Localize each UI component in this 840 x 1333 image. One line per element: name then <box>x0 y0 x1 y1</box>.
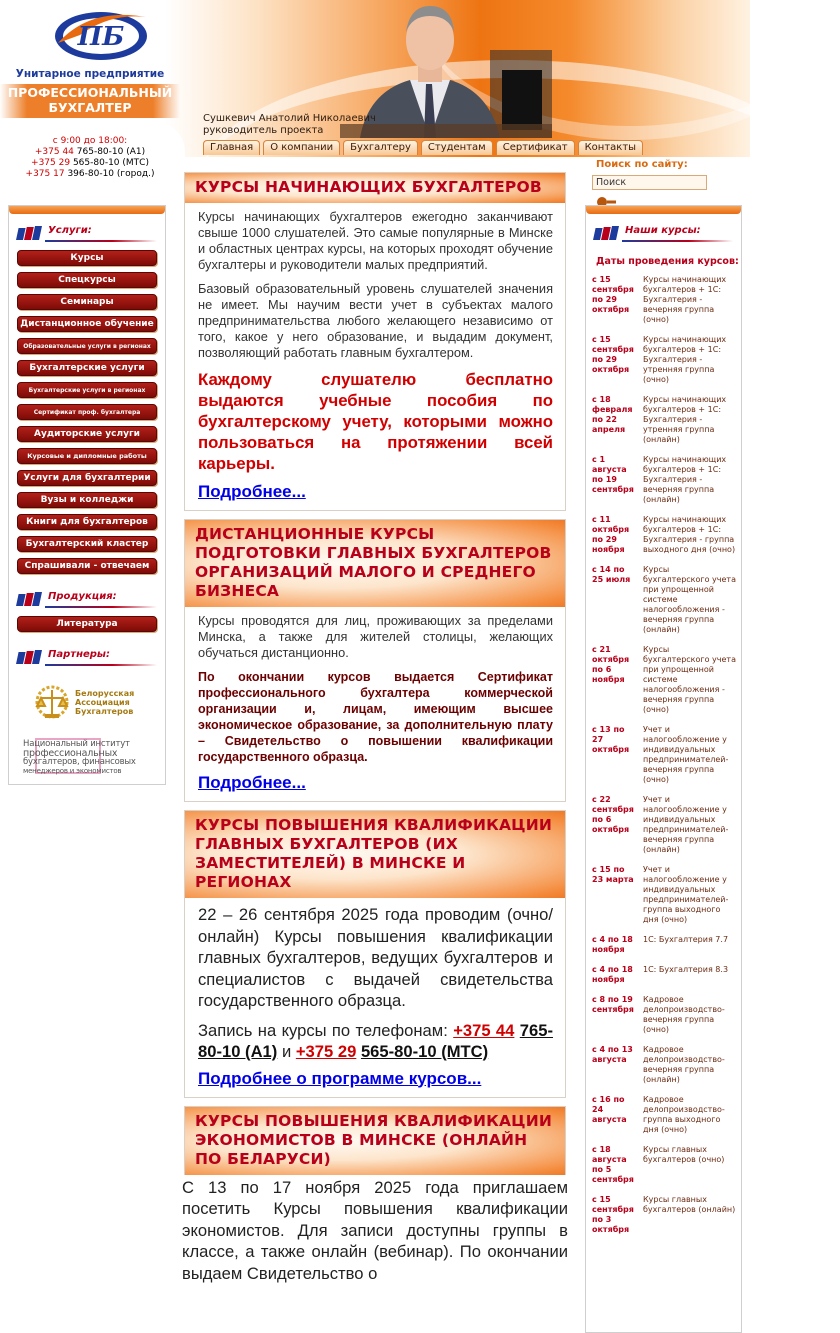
course-date: с 8 по 19 сентября <box>592 995 634 1014</box>
books-icon <box>19 650 45 664</box>
course-date: с 15 сентября по 29 октября <box>592 335 634 374</box>
nav-tab-certificate[interactable]: Сертификат <box>496 140 575 155</box>
menu-special-courses[interactable]: Спецкурсы <box>17 272 157 288</box>
course-item[interactable] <box>586 645 741 715</box>
card-text: Курсы начинающих бухгалтеров ежегодно заканчивают свыше 1000 слушателей. Это самые популярные в Минске и областных центрах курсы, на которых проходят обучение бухгалтеры и руководители малых предприятий. <box>198 209 553 272</box>
services-heading: Услуги: <box>9 224 165 246</box>
course-item[interactable] <box>586 335 741 385</box>
course-date: с 15 по 23 марта <box>592 865 634 884</box>
course-date: с 18 августа по 5 сентября <box>592 1145 634 1184</box>
course-item[interactable] <box>586 865 741 925</box>
menu-courses[interactable]: Курсы <box>17 250 157 266</box>
search-input[interactable] <box>592 175 707 190</box>
card-title: КУРСЫ ПОВЫШЕНИЯ КВАЛИФИКАЦИИ ЭКОНОМИСТОВ В МИНСКЕ (ОНЛАЙН ПО БЕЛАРУСИ) <box>185 1107 565 1175</box>
director-role: руководитель проекта <box>203 125 324 136</box>
course-date: с 11 октября по 29 ноября <box>592 515 630 554</box>
course-item[interactable] <box>586 1095 741 1135</box>
site-logo[interactable] <box>50 5 152 67</box>
course-date: с 16 по 24 августа <box>592 1095 627 1124</box>
phone-line: +375 29 565-80-10 (МТС) <box>31 158 149 168</box>
course-date: с 4 по 13 августа <box>592 1045 633 1064</box>
course-name: Учет и налогообложение у индивидуальных предпринимателей- вечерняя группа (онлайн) <box>643 795 729 854</box>
menu-literature[interactable]: Литература <box>17 616 157 632</box>
course-item[interactable] <box>586 455 741 505</box>
course-date: с 13 по 27 октября <box>592 725 630 754</box>
menu-certificate[interactable]: Сертификат проф. бухгалтера <box>17 404 157 420</box>
course-name: Учет и налогообложение у индивидуальных предпринимателей- группа выходного дня (очно) <box>643 865 729 924</box>
org-name: ПРОФЕССИОНАЛЬНЫЙ БУХГАЛТЕР <box>0 84 180 118</box>
nav-tab-students[interactable]: Студентам <box>421 140 493 155</box>
phone-link-a1-code[interactable]: +375 44 <box>453 1020 515 1040</box>
course-name: Курсы начинающих бухгалтеров + 1С: Бухгалтерия - утренняя группа (онлайн) <box>643 395 727 444</box>
phone-line: +375 17 396-80-10 (город.) <box>25 169 155 179</box>
course-item[interactable] <box>586 795 741 855</box>
course-name: Кадровое делопроизводство- группа выходного дня (очно) <box>643 1095 725 1134</box>
working-hours: с 9:00 до 18:00: <box>52 136 128 146</box>
course-card <box>184 810 566 1098</box>
nav-tab-accountant[interactable]: Бухгалтеру <box>343 140 418 155</box>
books-icon <box>596 226 622 240</box>
course-name: 1С: Бухгалтерия 8.3 <box>643 965 729 974</box>
menu-accounting-regions[interactable]: Бухгалтерские услуги в регионах <box>17 382 157 398</box>
course-item[interactable] <box>586 1145 741 1185</box>
course-date: с 15 сентября по 29 октября <box>592 275 634 314</box>
more-link[interactable]: Подробнее... <box>198 773 306 792</box>
course-date: с 15 сентября по 3 октября <box>592 1195 634 1234</box>
left-sidebar <box>8 205 166 785</box>
course-name: Курсы начинающих бухгалтеров + 1С: Бухгалтерия - группа выходного дня (очно) <box>643 515 736 554</box>
menu-books[interactable]: Книги для бухгалтеров <box>17 514 157 530</box>
card-title: КУРСЫ НАЧИНАЮЩИХ БУХГАЛТЕРОВ <box>185 173 565 203</box>
right-sidebar <box>585 205 742 1333</box>
course-date: с 18 февраля по 22 апреля <box>592 395 633 434</box>
course-name: Учет и налогообложение у индивидуальных предпринимателей- вечерняя группа (очно) <box>643 725 729 784</box>
course-item[interactable] <box>586 725 741 785</box>
menu-education-regions[interactable]: Образовательные услуги в регионах <box>17 338 157 354</box>
course-item[interactable] <box>586 935 741 955</box>
card-text: С 13 по 17 ноября 2025 года приглашаем посетить Курсы повышения квалификации экономистов. Для записи доступны группы в классе, а также онлайн (вебинар). По окончании выдаем Свидетельство о <box>182 1177 568 1283</box>
menu-accounting-services[interactable]: Бухгалтерские услуги <box>17 360 157 376</box>
menu-cluster[interactable]: Бухгалтерский кластер <box>17 536 157 552</box>
course-date: с 22 сентября по 6 октября <box>592 795 634 834</box>
course-item[interactable] <box>586 995 741 1035</box>
org-type: Унитарное предприятие <box>15 68 165 80</box>
course-name: 1С: Бухгалтерия 7.7 <box>643 935 729 944</box>
card-text: Базовый образовательный уровень слушателей значения не имеет. Мы научим вести учет в субъектах малого предпринимательства любого желающего независимо от того, какое у него образование, и выдадим документ, позволяющий работать главным бухгалтером. <box>198 281 553 360</box>
enrollment-phones: Запись на курсы по телефонам: +375 44 765-80-10 (A1) и +375 29 565-80-10 (МТС) <box>198 1020 553 1061</box>
course-name: Курсы начинающих бухгалтеров + 1С: Бухгалтерия - вечерняя группа (очно) <box>643 275 727 324</box>
nav-tab-about[interactable]: О компании <box>263 140 340 155</box>
card-text: Курсы проводятся для лиц, проживающих за пределами Минска, а также для жителей столицы, желающих обучаться дистанционно. <box>198 613 553 660</box>
partners-heading: Партнеры: <box>9 648 165 670</box>
partner-bab-name: Белорусская Ассоциация Бухгалтеров <box>75 689 135 716</box>
card-highlight: Каждому слушателю бесплатно выдаются учебные пособия по бухгалтерскому учету, которыми можно пользоваться на протяжении всей карьеры. <box>198 370 553 473</box>
menu-audit-services[interactable]: Аудиторские услуги <box>17 426 157 442</box>
partner-institute-logo[interactable]: Национальный институт профессиональных бухгалтеров, финансовых менеджеров и экономистов <box>23 739 136 775</box>
main-content <box>184 172 566 1284</box>
partner-bab-logo[interactable] <box>31 684 161 726</box>
course-name: Кадровое делопроизводство- вечерняя группа (онлайн) <box>643 1045 725 1084</box>
course-item[interactable] <box>586 565 741 635</box>
menu-faq[interactable]: Спрашивали - отвечаем <box>17 558 157 574</box>
menu-coursework[interactable]: Курсовые и дипломные работы <box>17 448 157 464</box>
logo-text: ПБ <box>77 22 125 52</box>
card-title: ДИСТАНЦИОННЫЕ КУРСЫ ПОДГОТОВКИ ГЛАВНЫХ БУХГАЛТЕРОВ ОРГАНИЗАЦИЙ МАЛОГО И СРЕДНЕГО БИЗНЕСА <box>185 520 565 607</box>
scales-icon <box>31 684 73 722</box>
menu-seminars[interactable]: Семинары <box>17 294 157 310</box>
course-item[interactable] <box>586 275 741 325</box>
products-heading: Продукция: <box>9 590 165 612</box>
search-label: Поиск по сайту: <box>596 159 688 170</box>
search-go-icon[interactable] <box>595 193 617 205</box>
menu-universities[interactable]: Вузы и колледжи <box>17 492 157 508</box>
main-nav <box>203 140 643 155</box>
course-card <box>184 519 566 802</box>
course-name: Курсы начинающих бухгалтеров + 1С: Бухгалтерия - утренняя группа (очно) <box>643 335 727 384</box>
program-details-link[interactable]: Подробнее о программе курсов... <box>198 1068 482 1088</box>
course-item[interactable] <box>586 965 741 985</box>
phone-link-a1-number[interactable]: 765-80-10 (A1) <box>198 1020 553 1061</box>
nav-tab-contacts[interactable]: Контакты <box>578 140 643 155</box>
course-name: Кадровое делопроизводство- вечерняя группа (очно) <box>643 995 725 1034</box>
course-name: Курсы бухгалтерского учета при упрощенной системе налогообложения - вечерняя группа (онлайн) <box>643 565 736 634</box>
course-item[interactable] <box>586 515 741 555</box>
director-name: Сушкевич Анатолий Николаевич <box>203 113 376 124</box>
course-dates-subtitle: Даты проведения курсов: <box>596 256 739 267</box>
phone-link-mts-number[interactable]: 565-80-10 (МТС) <box>360 1042 489 1061</box>
course-date: с 4 по 18 ноября <box>592 935 633 954</box>
phone-line: +375 44 765-80-10 (A1) <box>34 147 146 157</box>
course-card <box>184 1106 566 1175</box>
card-text: 22 – 26 сентября 2025 года проводим (очно/онлайн) Курсы повышения квалификации главных бухгалтеров, ведущих бухгалтеров и специалистов с выдачей свидетельства государственного образца. <box>198 905 553 1010</box>
course-item[interactable] <box>586 1045 741 1085</box>
course-item[interactable] <box>586 1195 741 1235</box>
course-name: Курсы главных бухгалтеров (очно) <box>643 1145 725 1164</box>
menu-distance-learning[interactable]: Дистанционное обучение <box>17 316 157 332</box>
nav-tab-home[interactable]: Главная <box>203 140 260 155</box>
course-date: с 14 по 25 июля <box>592 565 631 584</box>
books-icon <box>19 226 45 240</box>
course-item[interactable] <box>586 395 741 445</box>
card-highlight: По окончании курсов выдается Сертификат профессионального бухгалтера коммерческой организации и, лицам, имеющим высшее экономическое образование, за дополнительную плату – Свидетельство о повышении квалификации государственного образца. <box>198 670 553 764</box>
more-link[interactable]: Подробнее... <box>198 482 306 501</box>
card-title: КУРСЫ ПОВЫШЕНИЯ КВАЛИФИКАЦИИ ГЛАВНЫХ БУХГАЛТЕРОВ (ИХ ЗАМЕСТИТЕЛЕЙ) В МИНСКЕ И РЕГИОНАХ <box>185 811 565 898</box>
our-courses-heading: Наши курсы: <box>586 224 741 246</box>
director-caption <box>203 113 376 137</box>
course-name: Курсы главных бухгалтеров (онлайн) <box>643 1195 736 1214</box>
phone-link-mts-code[interactable]: +375 29 <box>295 1042 357 1061</box>
books-icon <box>19 592 45 606</box>
course-name: Курсы бухгалтерского учета при упрощенной системе налогообложения - вечерняя группа (очно) <box>643 645 736 714</box>
course-list <box>586 275 741 1235</box>
menu-accounting-dept-services[interactable]: Услуги для бухгалтерии <box>17 470 157 486</box>
contacts-block <box>0 136 180 180</box>
course-date: с 21 октября по 6 ноября <box>592 645 630 684</box>
course-card <box>184 172 566 511</box>
course-date: с 1 августа по 19 сентября <box>592 455 634 494</box>
course-date: с 4 по 18 ноября <box>592 965 633 984</box>
course-name: Курсы начинающих бухгалтеров + 1С: Бухгалтерия - вечерняя группа (онлайн) <box>643 455 727 504</box>
